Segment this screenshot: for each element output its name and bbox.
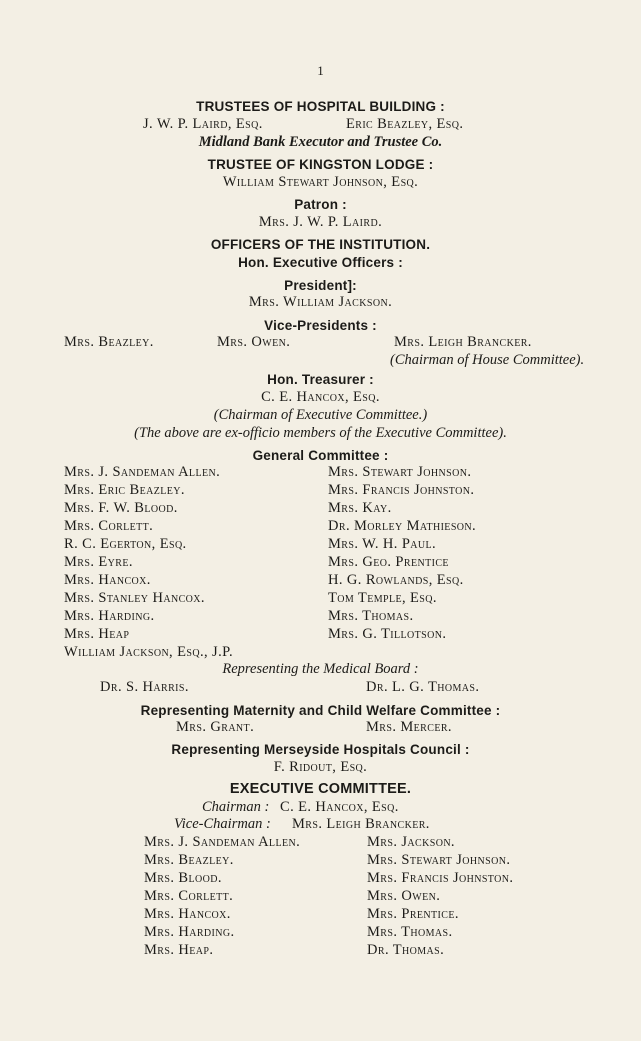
officers-heading: OFFICERS OF THE INSTITUTION. — [210, 237, 431, 252]
treasurer-note: (Chairman of Executive Committee.) — [213, 407, 428, 423]
general-member: H. G. Rowlands, Esq. — [328, 572, 464, 588]
exec-member: Mrs. Blood. — [144, 870, 222, 886]
general-member: Mrs. Harding. — [64, 608, 155, 624]
general-member: Dr. Morley Mathieson. — [328, 518, 477, 534]
general-member: Mrs. Stewart Johnson. — [328, 464, 472, 480]
general-member: Mrs. Corlett. — [64, 518, 154, 534]
general-member: Mrs. W. H. Paul. — [328, 536, 437, 552]
medical-board-harris: Dr. S. Harris. — [100, 679, 189, 695]
vice-president-brancker: Mrs. Leigh Brancker. — [394, 334, 532, 350]
general-member: William Jackson, Esq., J.P. — [64, 644, 233, 660]
general-member: Tom Temple, Esq. — [328, 590, 437, 606]
executive-committee-heading: EXECUTIVE COMMITTEE. — [229, 781, 412, 797]
exec-member: Mrs. Beazley. — [144, 852, 234, 868]
general-committee-heading: General Committee : — [252, 448, 389, 463]
exec-member: Mrs. Harding. — [144, 924, 235, 940]
exec-chairman-label: Chairman : — [202, 799, 270, 815]
vice-presidents-heading: Vice-Presidents : — [264, 318, 377, 333]
exec-member: Mrs. Stewart Johnson. — [367, 852, 511, 868]
general-member: R. C. Egerton, Esq. — [64, 536, 187, 552]
maternity-grant: Mrs. Grant. — [176, 719, 255, 735]
executive-officers-heading: Hon. Executive Officers : — [238, 255, 403, 270]
general-member: Mrs. G. Tillotson. — [328, 626, 447, 642]
exec-member: Dr. Thomas. — [367, 942, 445, 958]
trustee-bank: Midland Bank Executor and Trustee Co. — [198, 134, 443, 150]
general-member: Mrs. Eric Beazley. — [64, 482, 185, 498]
exec-member: Mrs. J. Sandeman Allen. — [144, 834, 301, 850]
trustee-lodge-heading: TRUSTEE OF KINGSTON LODGE : — [207, 157, 434, 172]
vice-president-note: (Chairman of House Committee). — [390, 352, 585, 368]
general-member: Mrs. Stanley Hancox. — [64, 590, 205, 606]
general-member: Mrs. Francis Johnston. — [328, 482, 475, 498]
general-member: Mrs. F. W. Blood. — [64, 500, 178, 516]
exec-vice-label: Vice-Chairman : — [174, 816, 271, 832]
exec-member: Mrs. Thomas. — [367, 924, 453, 940]
ex-officio-note: (The above are ex-officio members of the Executive Committee). — [134, 425, 507, 441]
patron-heading: Patron : — [294, 197, 347, 212]
president-name: Mrs. William Jackson. — [248, 294, 393, 310]
exec-member: Mrs. Heap. — [144, 942, 214, 958]
exec-member: Mrs. Corlett. — [144, 888, 234, 904]
general-member: Mrs. Heap — [64, 626, 130, 642]
medical-board-heading: Representing the Medical Board : — [222, 661, 419, 677]
merseyside-name: F. Ridout, Esq. — [273, 759, 368, 775]
president-heading: President]: — [284, 278, 357, 293]
exec-member: Mrs. Hancox. — [144, 906, 231, 922]
general-member: Mrs. J. Sandeman Allen. — [64, 464, 221, 480]
maternity-heading: Representing Maternity and Child Welfare Committee : — [140, 703, 501, 718]
maternity-mercer: Mrs. Mercer. — [366, 719, 452, 735]
trustees-building-heading: TRUSTEES OF HOSPITAL BUILDING : — [196, 99, 445, 114]
treasurer-name: C. E. Hancox, Esq. — [261, 389, 380, 405]
exec-member: Mrs. Jackson. — [367, 834, 455, 850]
vice-president-owen: Mrs. Owen. — [217, 334, 291, 350]
exec-member: Mrs. Owen. — [367, 888, 441, 904]
general-member: Mrs. Eyre. — [64, 554, 133, 570]
treasurer-heading: Hon. Treasurer : — [267, 372, 374, 387]
general-member: Mrs. Hancox. — [64, 572, 151, 588]
exec-member: Mrs. Prentice. — [367, 906, 459, 922]
exec-member: Mrs. Francis Johnston. — [367, 870, 514, 886]
general-member: Mrs. Geo. Prentice — [328, 554, 449, 570]
merseyside-heading: Representing Merseyside Hospitals Council : — [171, 742, 470, 757]
trustee-lodge-name: William Stewart Johnson, Esq. — [222, 174, 419, 190]
medical-board-thomas: Dr. L. G. Thomas. — [366, 679, 480, 695]
exec-chairman-name: C. E. Hancox, Esq. — [280, 799, 399, 815]
trustee-laird: J. W. P. Laird, Esq. — [143, 116, 263, 132]
patron-name: Mrs. J. W. P. Laird. — [258, 214, 383, 230]
page-number: 1 — [317, 63, 324, 78]
general-member: Mrs. Thomas. — [328, 608, 414, 624]
exec-vice-name: Mrs. Leigh Brancker. — [292, 816, 430, 832]
trustee-beazley: Eric Beazley, Esq. — [346, 116, 464, 132]
vice-president-beazley: Mrs. Beazley. — [64, 334, 154, 350]
general-member: Mrs. Kay. — [328, 500, 392, 516]
